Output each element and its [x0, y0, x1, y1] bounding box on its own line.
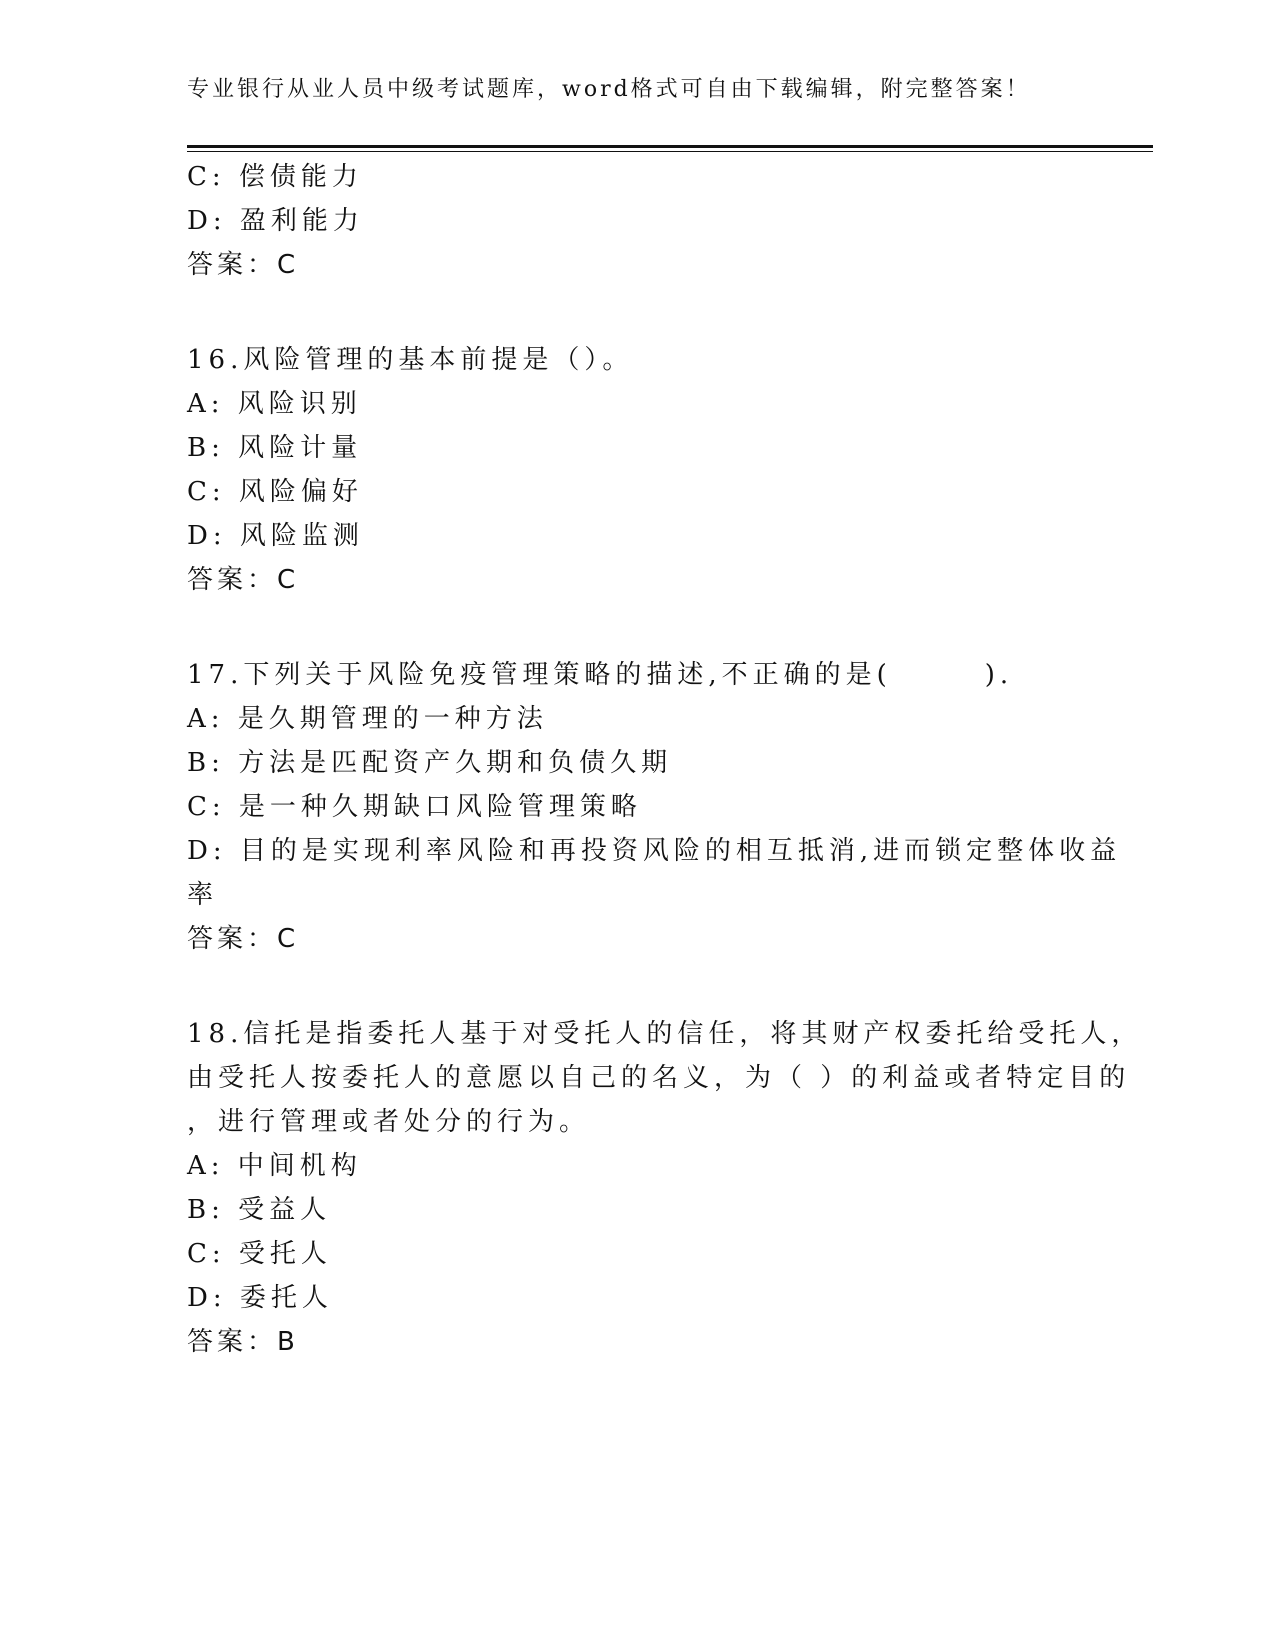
q16-answer: 答案：C: [187, 565, 300, 595]
q18-answer: 答案：B: [187, 1327, 299, 1357]
header-divider-thin: [187, 151, 1153, 152]
q18-option-a: A: 中间机构: [187, 1151, 362, 1181]
q15-option-c: C: 偿债能力: [187, 162, 363, 192]
q17-option-a: A: 是久期管理的一种方法: [187, 704, 548, 734]
q16-option-c: C: 风险偏好: [187, 477, 363, 507]
q17-option-d: D: 目的是实现利率风险和再投资风险的相互抵消,进而锁定整体收益: [187, 836, 1122, 866]
q18-stem-continued-1: 由受托人按委托人的意愿以自己的名义，为（ ）的利益或者特定目的: [187, 1063, 1131, 1093]
q18-option-c: C: 受托人: [187, 1239, 332, 1269]
q17-option-c: C: 是一种久期缺口风险管理策略: [187, 792, 642, 822]
q18-option-d: D: 委托人: [187, 1283, 333, 1313]
q16-option-a: A: 风险识别: [187, 389, 362, 419]
q18-stem-continued-2: ，进行管理或者处分的行为。: [187, 1107, 591, 1137]
q18-option-b: B: 受益人: [187, 1195, 332, 1225]
q15-option-d: D: 盈利能力: [187, 206, 364, 236]
q17-stem: 17.下列关于风险免疫管理策略的描述,不正确的是( ).: [187, 660, 1014, 690]
page-header: 专业银行从业人员中级考试题库，word格式可自由下载编辑，附完整答案！: [187, 77, 1031, 102]
q17-answer: 答案：C: [187, 924, 300, 954]
q16-option-d: D: 风险监测: [187, 521, 364, 551]
q17-option-d-continued: 率: [187, 880, 219, 910]
q17-option-b: B: 方法是匹配资产久期和负债久期: [187, 748, 673, 778]
q16-stem: 16.风险管理的基本前提是（）。: [187, 345, 634, 375]
q16-option-b: B: 风险计量: [187, 433, 363, 463]
q15-answer: 答案：C: [187, 250, 300, 280]
header-divider-thick: [187, 145, 1153, 148]
q18-stem: 18.信托是指委托人基于对受托人的信任，将其财产权委托给受托人，: [187, 1019, 1143, 1049]
